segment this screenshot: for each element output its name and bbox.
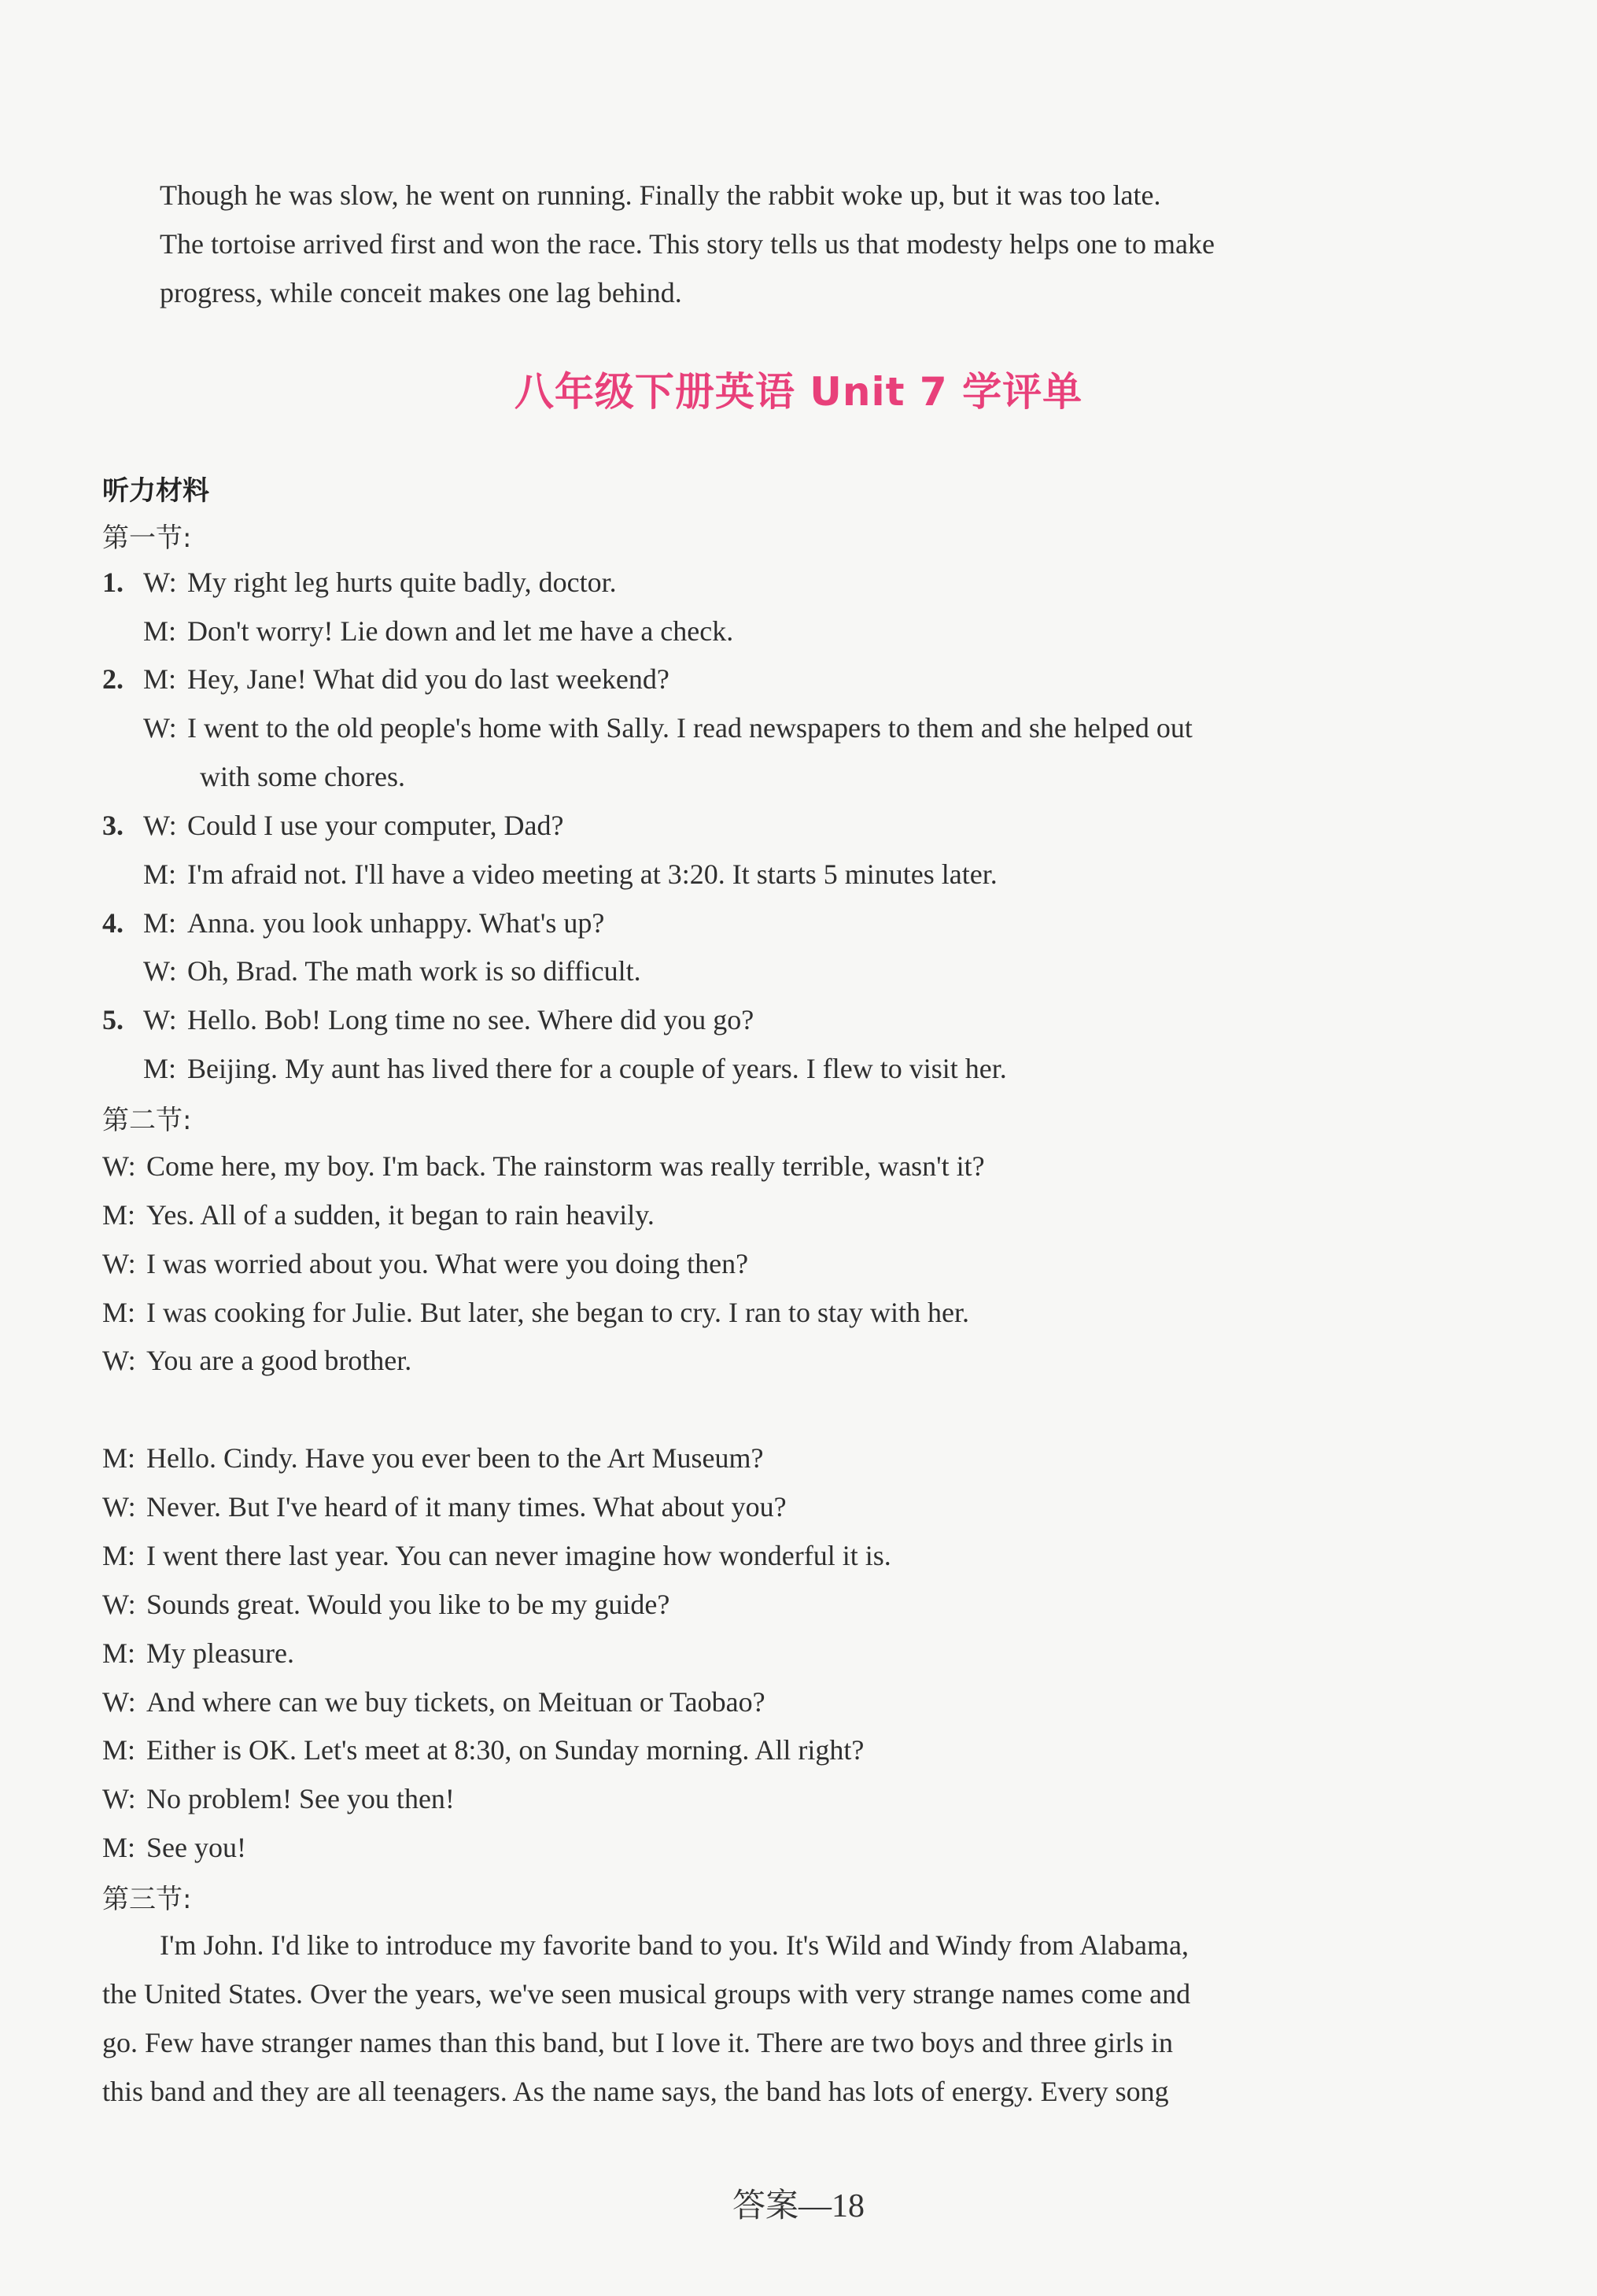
speaker: M: <box>143 858 177 890</box>
dialog-line <box>102 1731 864 1769</box>
utterance: Hey, Jane! What did you do last weekend? <box>187 663 669 695</box>
utterance: Never. But I've heard of it many times. What about you? <box>146 1491 787 1523</box>
dialog-line <box>102 1294 969 1331</box>
utterance: Yes. All of a sudden, it began to rain heavily. <box>146 1199 655 1231</box>
utterance: Could I use your computer, Dad? <box>187 810 564 841</box>
speaker: W: <box>143 1004 177 1035</box>
speaker: W: <box>102 1150 136 1182</box>
utterance: Don't worry! Lie down and let me have a check. <box>187 615 734 647</box>
speaker: W: <box>143 810 177 841</box>
dialog-line <box>102 1245 748 1283</box>
dialog-line <box>102 1683 765 1721</box>
speaker: M: <box>102 1442 136 1474</box>
utterance: Come here, my boy. I'm back. The rainstorm was really terrible, wasn't it? <box>146 1150 985 1182</box>
intro-line: progress, while conceit makes one lag behind. <box>160 277 682 308</box>
speaker: W: <box>143 955 177 987</box>
dialog-line <box>102 660 669 698</box>
listening-heading: 听力材料 <box>102 475 209 507</box>
item-number: 3. <box>102 810 124 841</box>
speaker: M: <box>102 1637 136 1669</box>
dialog-line <box>102 904 604 942</box>
dialog-line <box>102 1439 763 1477</box>
section-1-label: 第一节: <box>102 522 192 554</box>
utterance: My right leg hurts quite badly, doctor. <box>187 567 617 598</box>
dialog-line <box>143 1050 1007 1087</box>
passage-line: I'm John. I'd like to introduce my favorite band to you. It's Wild and Windy from Alabama, <box>160 1929 1189 1961</box>
intro-line: Though he was slow, he went on running. Finally the rabbit woke up, but it was too late. <box>160 179 1161 211</box>
speaker: M: <box>102 1540 136 1571</box>
utterance: I'm afraid not. I'll have a video meeting at 3:20. It starts 5 minutes later. <box>187 858 998 890</box>
dialog-line <box>102 1780 455 1818</box>
dialog-line <box>102 1196 655 1234</box>
speaker: W: <box>102 1248 136 1279</box>
speaker: W: <box>143 712 177 744</box>
utterance: You are a good brother. <box>146 1345 412 1376</box>
dialog-line <box>143 709 1193 747</box>
speaker: M: <box>102 1734 136 1766</box>
item-number: 2. <box>102 663 124 695</box>
utterance: And where can we buy tickets, on Meituan or Taobao? <box>146 1686 765 1718</box>
dialog-line-continued: with some chores. <box>200 761 405 792</box>
dialog-line <box>102 1585 669 1623</box>
speaker: M: <box>143 663 177 695</box>
dialog-line <box>102 1488 787 1526</box>
item-number: 4. <box>102 907 124 939</box>
dialog-line <box>102 1001 754 1039</box>
speaker: M: <box>102 1832 136 1863</box>
speaker: M: <box>143 1053 177 1084</box>
utterance: Hello. Cindy. Have you ever been to the Art Museum? <box>146 1442 764 1474</box>
dialog-line <box>102 563 617 601</box>
passage-line: the United States. Over the years, we've seen musical groups with very strange names come and <box>102 1978 1191 2010</box>
utterance: I was cooking for Julie. But later, she began to cry. I ran to stay with her. <box>146 1297 969 1328</box>
dialog-line <box>102 1147 985 1185</box>
speaker: W: <box>102 1589 136 1620</box>
dialog-line <box>143 952 641 990</box>
utterance: Sounds great. Would you like to be my guide? <box>146 1589 670 1620</box>
speaker: W: <box>102 1686 136 1718</box>
utterance: Anna. you look unhappy. What's up? <box>187 907 605 939</box>
utterance: See you! <box>146 1832 246 1863</box>
intro-line: The tortoise arrived first and won the race. This story tells us that modesty helps one to make <box>160 228 1215 260</box>
dialog-line <box>102 1537 891 1574</box>
section-2-label: 第二节: <box>102 1105 192 1136</box>
speaker: M: <box>143 615 177 647</box>
utterance: No problem! See you then! <box>146 1783 455 1814</box>
dialog-line <box>102 1829 246 1866</box>
utterance: Either is OK. Let's meet at 8:30, on Sunday morning. All right? <box>146 1734 865 1766</box>
speaker: W: <box>143 567 177 598</box>
item-number: 1. <box>102 567 124 598</box>
utterance: I went to the old people's home with Sally. I read newspapers to them and she helped out <box>187 712 1193 744</box>
dialog-line <box>102 1634 294 1672</box>
utterance: Beijing. My aunt has lived there for a couple of years. I flew to visit her. <box>187 1053 1007 1084</box>
dialog-line <box>102 807 563 844</box>
page-title: 八年级下册英语 Unit 7 学评单 <box>514 369 1083 415</box>
speaker: W: <box>102 1491 136 1523</box>
dialog-line <box>143 612 733 650</box>
utterance: Hello. Bob! Long time no see. Where did you go? <box>187 1004 754 1035</box>
utterance: My pleasure. <box>146 1637 294 1669</box>
dialog-line <box>143 855 998 893</box>
speaker: M: <box>102 1199 136 1231</box>
speaker: W: <box>102 1783 136 1814</box>
section-3-label: 第三节: <box>102 1884 192 1915</box>
utterance: I was worried about you. What were you doing then? <box>146 1248 749 1279</box>
speaker: W: <box>102 1345 136 1376</box>
speaker: M: <box>102 1297 136 1328</box>
passage-line: go. Few have stranger names than this band, but I love it. There are two boys and three girls in <box>102 2027 1173 2058</box>
page-number: 答案—18 <box>732 2188 865 2224</box>
speaker: M: <box>143 907 177 939</box>
utterance: I went there last year. You can never imagine how wonderful it is. <box>146 1540 891 1571</box>
passage-line: this band and they are all teenagers. As the name says, the band has lots of energy. Every song <box>102 2076 1169 2107</box>
dialog-line <box>102 1342 411 1379</box>
utterance: Oh, Brad. The math work is so difficult. <box>187 955 641 987</box>
item-number: 5. <box>102 1004 124 1035</box>
